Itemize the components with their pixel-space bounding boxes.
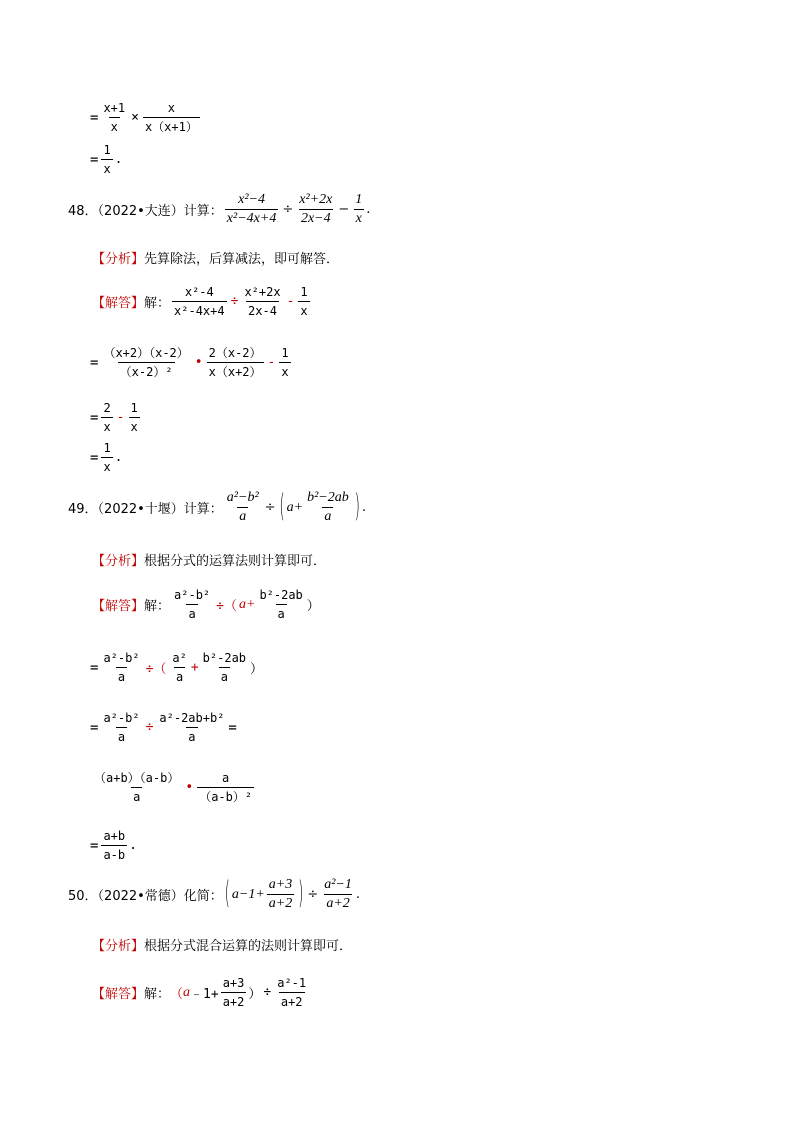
fraction: $\frac{\text{a²−1}}{a+2}$ bbox=[324, 877, 352, 911]
problem-number: 49．（2022•十堰）计算： bbox=[68, 502, 223, 517]
divide-sign: ÷ bbox=[263, 985, 272, 1000]
minus-sign: - bbox=[267, 355, 276, 370]
analysis-text: 根据分式混合运算的法则计算即可． bbox=[144, 939, 353, 954]
equals-sign: = bbox=[90, 837, 99, 854]
fraction: $\frac{a+3}{a+2}$ bbox=[268, 877, 293, 911]
p49-analysis bbox=[92, 550, 326, 569]
left-paren: ( bbox=[279, 489, 285, 526]
fraction: $\frac{\text{a²-b²}}{a}$ bbox=[103, 711, 140, 744]
divide-sign: ÷（ bbox=[145, 662, 167, 677]
right-paren: ） bbox=[306, 599, 320, 614]
dot-sign: • bbox=[185, 780, 194, 795]
right-paren: ） bbox=[250, 662, 264, 677]
period: . bbox=[129, 838, 137, 853]
fraction: $\frac{\text{x²+2x}}{2x-4}$ bbox=[244, 285, 281, 318]
answer-tag: 【解答】 bbox=[92, 599, 145, 614]
p48-answer-line-0 bbox=[92, 284, 312, 319]
fraction: $\frac{\text{b²−2ab}}{a}$ bbox=[307, 490, 349, 524]
p47-step-2 bbox=[90, 142, 123, 177]
answer-label: 解： bbox=[144, 987, 171, 1002]
right-paren: ) bbox=[298, 876, 304, 913]
period: . bbox=[114, 450, 123, 465]
answer-tag: 【解答】 bbox=[92, 296, 145, 311]
p49-answer-line-3 bbox=[90, 770, 256, 805]
fraction: $\frac{\text{a²-b²}}{a}$ bbox=[103, 651, 140, 684]
fraction: $\frac{2(x-2)}{x(x+2)}$ bbox=[208, 346, 262, 379]
fraction: $\frac{\text{b²-2ab}}{a}$ bbox=[259, 588, 303, 621]
fraction: $\frac{1}{x}$ bbox=[355, 192, 363, 226]
fraction: $\frac{\text{x²+2x}}{2x-4}$ bbox=[299, 192, 333, 226]
analysis-text: 先算除法，后算减法，即可解答． bbox=[144, 252, 340, 267]
answer-tag: 【解答】 bbox=[92, 987, 145, 1002]
p48-analysis bbox=[92, 248, 339, 267]
fraction: $\frac{1}{x}$ bbox=[281, 346, 289, 379]
divide-sign: ÷ bbox=[264, 500, 276, 515]
p48-answer-line-1 bbox=[90, 345, 293, 380]
fraction: $\frac{1}{x}$ bbox=[130, 401, 138, 434]
fraction: $\frac{\text{a²-1}}{a+2}$ bbox=[277, 976, 307, 1009]
p48-question bbox=[68, 192, 370, 227]
p49-question bbox=[68, 490, 366, 525]
period: . bbox=[114, 152, 123, 167]
equals-sign: = bbox=[228, 719, 237, 736]
period: . bbox=[355, 887, 361, 902]
fraction: $\frac{\text{a²-2ab+b²}}{a}$ bbox=[159, 711, 225, 744]
fraction: $\frac{a+3}{a+2}$ bbox=[222, 976, 245, 1009]
fraction: $\frac{\text{a²-b²}}{a}$ bbox=[174, 588, 211, 621]
equals-sign: = bbox=[90, 151, 99, 168]
minus-sign: − bbox=[338, 202, 350, 217]
equals-sign: = bbox=[90, 109, 99, 126]
minus-sign: - bbox=[286, 294, 295, 309]
p48-answer-line-3 bbox=[90, 440, 123, 475]
fraction: $\frac{1}{x}$ bbox=[103, 441, 111, 474]
fraction: $\frac{(a+b)(a-b)}{a}$ bbox=[94, 771, 180, 804]
equals-sign: = bbox=[90, 354, 99, 371]
left-paren: ( bbox=[224, 876, 230, 913]
dot-sign: • bbox=[194, 355, 203, 370]
analysis-tag: 【分析】 bbox=[92, 939, 145, 954]
divide-sign: ÷ bbox=[307, 887, 319, 902]
term: a+ bbox=[238, 596, 256, 612]
problem-number: 48．（2022•大连）计算： bbox=[68, 204, 223, 219]
fraction: $\frac{x+1}{x}$ bbox=[103, 101, 126, 134]
right-paren: ) bbox=[354, 489, 360, 526]
p50-analysis bbox=[92, 935, 352, 954]
times-sign: × bbox=[131, 110, 139, 125]
fraction: $\frac{1}{x}$ bbox=[300, 285, 308, 318]
p50-answer-line-0 bbox=[92, 975, 310, 1010]
fraction: $\frac{\text{a²−b²}}{a}$ bbox=[226, 490, 259, 524]
p49-answer-line-4 bbox=[90, 828, 137, 863]
p48-answer-line-2 bbox=[90, 400, 142, 435]
answer-label: 解： bbox=[144, 599, 171, 614]
term: a+ bbox=[286, 499, 304, 515]
equals-sign: = bbox=[90, 659, 99, 676]
p49-answer-line-2 bbox=[90, 710, 238, 745]
fraction: $\frac{\text{x²-4}}{\text{x²-4x+4}}$ bbox=[174, 285, 225, 318]
divide-sign: ÷ bbox=[282, 202, 294, 217]
divide-sign: ÷ bbox=[230, 294, 239, 309]
fraction: $\frac{a}{\text{（a-b）²}}$ bbox=[199, 771, 253, 804]
fraction: $\frac{x}{x(x+1)}$ bbox=[144, 101, 198, 134]
p49-answer-line-0 bbox=[92, 587, 320, 622]
analysis-tag: 【分析】 bbox=[92, 252, 145, 267]
equals-sign: = bbox=[90, 409, 99, 426]
fraction: $\frac{\text{x²−4}}{\text{x²−4x+4}}$ bbox=[226, 192, 277, 226]
analysis-tag: 【分析】 bbox=[92, 554, 145, 569]
p47-step-1 bbox=[90, 100, 202, 135]
fraction: $\frac{(x+2)(x-2)}{\text{（x-2）²}}$ bbox=[103, 346, 189, 379]
problem-number: 50．（2022•常德）化简： bbox=[68, 889, 223, 904]
term: a bbox=[183, 984, 191, 1000]
term: ﹣1+ bbox=[190, 987, 219, 1002]
right-paren: ） bbox=[248, 987, 262, 1002]
period: . bbox=[366, 202, 371, 217]
fraction: $\frac{\text{a²}}{a}$ bbox=[172, 651, 187, 684]
analysis-text: 根据分式的运算法则计算即可． bbox=[144, 554, 327, 569]
fraction: $\frac{\text{b²-2ab}}{a}$ bbox=[202, 651, 247, 684]
minus-sign: - bbox=[116, 410, 125, 425]
p49-answer-line-1 bbox=[90, 650, 263, 685]
answer-label: 解： bbox=[144, 296, 171, 311]
divide-sign: ÷ bbox=[145, 720, 154, 735]
p50-question bbox=[68, 877, 360, 912]
equals-sign: = bbox=[90, 719, 99, 736]
fraction: $\frac{1}{x}$ bbox=[103, 143, 111, 176]
equals-sign: = bbox=[90, 449, 99, 466]
divide-sign: ÷（ bbox=[216, 599, 237, 614]
term: a−1+ bbox=[231, 886, 265, 902]
left-paren: （ bbox=[170, 987, 184, 1002]
plus-sign: + bbox=[190, 660, 199, 675]
period: . bbox=[361, 500, 366, 515]
fraction: $\frac{2}{x}$ bbox=[103, 401, 111, 434]
fraction: $\frac{a+b}{a-b}$ bbox=[103, 829, 126, 862]
